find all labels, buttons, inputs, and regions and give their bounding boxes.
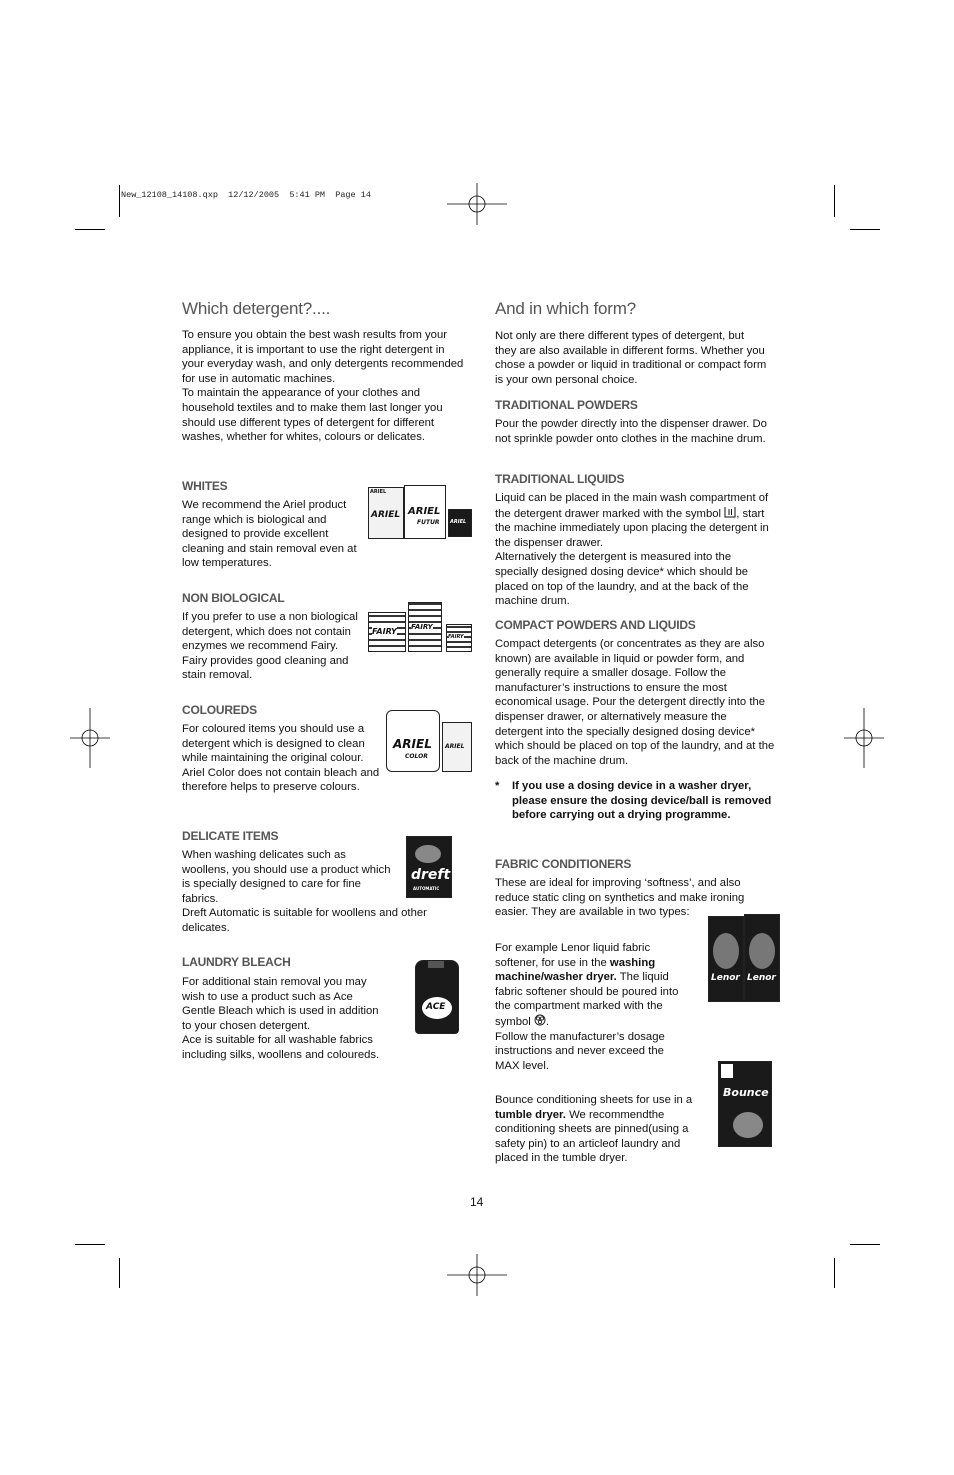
lenor-bottle-1: Lenor bbox=[708, 916, 744, 1002]
fairy-tub: FAIRY bbox=[408, 602, 442, 652]
crop-mark bbox=[834, 185, 835, 217]
bounce-product-image bbox=[718, 1061, 772, 1147]
bounce-text: Bounce conditioning sheets for use in a tumble dryer. We recommendthe conditioning sheets are pinned(using a safety pin) to an articleof laundry and placed in the tumble dryer. bbox=[495, 1094, 693, 1165]
right-title: And in which form? bbox=[495, 299, 636, 318]
compact-heading: COMPACT POWDERS AND LIQUIDS bbox=[495, 618, 696, 632]
laundry-bleach-text-2: Ace is suitable for all washable fabrics including silks, woollens and coloureds. bbox=[182, 1034, 380, 1061]
traditional-liquids-body bbox=[495, 491, 777, 609]
non-biological-text: If you prefer to use a non biological detergent, which does not contain enzymes we recommend Fairy. Fairy provides good cleaning and stain removal. bbox=[182, 611, 358, 682]
ace-product-image bbox=[413, 960, 459, 1034]
delicate-items-text: When washing delicates such as woollens, you should use a product which is specially designed to care for fine fabrics. bbox=[182, 849, 391, 905]
traditional-liquids-text: Liquid can be placed in the main wash compartment of the detergent drawer marked with the symbol , start the machine immediately upon placing the detergent in the dispenser drawer. bbox=[495, 492, 769, 549]
right-intro: Not only are there different types of detergent, but they are also available in different forms. Whether you chose a powder or liquid in traditional or compact form is your own personal choice. bbox=[495, 330, 767, 386]
lenor-text: For example Lenor liquid fabric softener, for use in the washing machine/washer dryer. The liquid fabric softener should be poured into the compartment marked with the symbol . bbox=[495, 942, 679, 1028]
registration-mark-top bbox=[447, 183, 507, 225]
traditional-liquids-heading: TRADITIONAL LIQUIDS bbox=[495, 472, 625, 486]
registration-mark-right bbox=[844, 708, 884, 768]
dreft-product-image bbox=[406, 836, 452, 898]
crop-mark bbox=[850, 1244, 880, 1245]
crop-mark bbox=[850, 229, 880, 230]
dosing-note bbox=[495, 779, 777, 823]
main-wash-symbol-icon bbox=[724, 506, 736, 518]
compact-text: Compact detergents (or concentrates as they are also known) are available in liquid or powder form, and generally require a smaller dosage. Follow the manufacturer’s instructions to ensure the most economical usage. Pour the detergent directly into the dispenser drawer, or alternatively measure the detergent into the specially designed dosing device* which should be placed on top of the laundry, and at the back of the machine drum. bbox=[495, 638, 775, 767]
delicate-items-heading: DELICATE ITEMS bbox=[182, 829, 279, 843]
lenor-products-image bbox=[708, 914, 780, 1002]
traditional-liquids-text-2: Alternatively the detergent is measured into the specially designed dosing device* which should be placed on top of the laundry, and at the back of the machine drum. bbox=[495, 551, 749, 608]
ariel-tablets-box: ARIEL bbox=[448, 509, 472, 537]
fabric-conditioners-intro: These are ideal for improving ‘softness’, and also reduce static cling on synthetics and make ironing easier. They are available in two types: bbox=[495, 877, 745, 919]
whites-text: We recommend the Ariel product range which is biological and designed to provide excellent cleaning and stain removal even at low temperatures. bbox=[182, 499, 357, 570]
bounce-box: Bounce bbox=[718, 1061, 772, 1147]
coloureds-text: For coloured items you should use a detergent which is designed to clean while maintaining the original colour. Ariel Color does not contain bleach and therefore helps to preserve colours. bbox=[182, 723, 380, 794]
dosing-note-text: If you use a dosing device in a washer dryer, please ensure the dosing device/ball is removed before carrying out a drying programme. bbox=[512, 780, 772, 822]
left-title: Which detergent?.... bbox=[182, 299, 331, 318]
print-slug: New_12108_14108.qxp 12/12/2005 5:41 PM Page 14 bbox=[121, 190, 371, 200]
crop-mark bbox=[75, 1244, 105, 1245]
ariel-color-products-image bbox=[386, 710, 472, 772]
crop-mark bbox=[119, 1258, 120, 1288]
registration-mark-left bbox=[70, 708, 110, 768]
ariel-color-box: ARIEL bbox=[442, 722, 472, 772]
lenor-bottle-2: Lenor bbox=[744, 914, 780, 1002]
softener-symbol-icon bbox=[534, 1014, 546, 1026]
fairy-tablets-box: FAIRY bbox=[446, 624, 472, 652]
whites-heading: WHITES bbox=[182, 479, 228, 493]
traditional-powders-heading: TRADITIONAL POWDERS bbox=[495, 398, 638, 412]
ariel-futur-box: ARIEL FUTUR bbox=[404, 485, 446, 539]
crop-mark bbox=[75, 229, 105, 230]
fairy-products-image bbox=[368, 602, 472, 652]
intro-paragraph-2: To maintain the appearance of your clothes and household textiles and to make them last longer you should use different types of detergent for different washes, whether for whites, colours or delicates. bbox=[182, 387, 443, 444]
lenor-text-block bbox=[495, 941, 685, 1073]
dosing-note-star: * bbox=[495, 780, 500, 792]
ariel-color-bottle: ARIEL COLOR bbox=[386, 710, 440, 772]
crop-mark bbox=[834, 1258, 835, 1288]
page-number: 14 bbox=[470, 1195, 484, 1209]
bounce-text-block bbox=[495, 1093, 710, 1166]
dreft-box: dreft AUTOMATIC bbox=[406, 836, 452, 898]
coloureds-heading: COLOUREDS bbox=[182, 703, 257, 717]
fabric-conditioners-heading: FABRIC CONDITIONERS bbox=[495, 857, 632, 871]
ariel-box: ARIEL ARIEL bbox=[368, 487, 404, 539]
left-intro bbox=[182, 328, 466, 445]
laundry-bleach-text: For additional stain removal you may wish to use a product such as Ace Gentle Bleach which is used in addition to your chosen detergent. bbox=[182, 976, 379, 1032]
traditional-powders-text: Pour the powder directly into the dispenser drawer. Do not sprinkle powder onto clothes in the machine drum. bbox=[495, 418, 767, 445]
crop-mark bbox=[119, 185, 120, 217]
ariel-products-image bbox=[368, 485, 472, 539]
fairy-box: FAIRY bbox=[368, 612, 406, 652]
laundry-bleach-heading: LAUNDRY BLEACH bbox=[182, 955, 291, 969]
registration-mark-bottom bbox=[447, 1254, 507, 1296]
delicate-items-text-2: Dreft Automatic is suitable for woollens and other delicates. bbox=[182, 907, 427, 934]
non-biological-heading: NON BIOLOGICAL bbox=[182, 591, 285, 605]
intro-paragraph-1: To ensure you obtain the best wash results from your appliance, it is important to use the right detergent in your everyday wash, and only detergents recommended for use in automatic machines. bbox=[182, 329, 464, 385]
ace-bottle: ACE bbox=[415, 960, 459, 1034]
lenor-text-2: Follow the manufacturer’s dosage instructions and never exceed the MAX level. bbox=[495, 1030, 665, 1072]
